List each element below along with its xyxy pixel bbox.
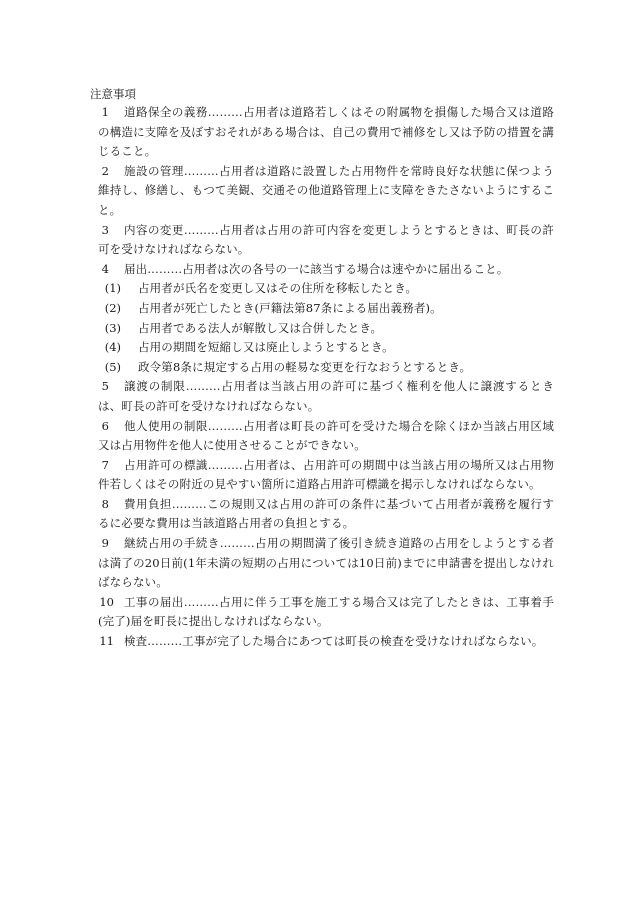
item-text: 届出………占用者は次の各号の一に該当する場合は速やかに届出ること。	[124, 261, 509, 276]
list-item	[0, 103, 630, 162]
item-number: 7	[101, 457, 109, 472]
list-item	[0, 632, 630, 652]
sub-list-item	[0, 279, 630, 299]
item-number: 9	[101, 536, 109, 551]
item-number: 3	[101, 222, 109, 237]
item-number: 4	[101, 261, 109, 276]
sub-item-number: (2)	[104, 300, 121, 315]
item-number: 11	[99, 634, 114, 649]
sub-list-item	[0, 338, 630, 358]
item-number: 10	[99, 594, 114, 609]
sub-list-item	[0, 319, 630, 339]
notes-list	[0, 103, 630, 652]
sub-item-number: (3)	[104, 320, 121, 335]
sub-item-number: (4)	[104, 340, 121, 355]
item-number: 5	[101, 379, 109, 394]
sub-item-text: 占用者である法人が解散し又は合併したとき。	[138, 320, 383, 335]
item-text: 検査………工事が完了した場合にあつては町長の検査を受けなければならない。	[124, 634, 544, 649]
item-text: 継続占用の手続き………占用の期間満了後引き続き道路の占用をしようとする者は満了の20日前(1年未満の短期の占用については10日前)までに申請書を提出しなければならない。	[98, 536, 554, 590]
item-number: 1	[101, 105, 109, 119]
list-item	[0, 593, 630, 632]
list-item	[0, 534, 630, 593]
item-text: 施設の管理………占用者は道路に設置した占用物件を常時良好な状態に保つよう維持し、修繕し、もつて美観、交通その他道路管理上に支障をきたさないようにすること。	[98, 163, 554, 217]
list-item	[0, 260, 630, 280]
sub-item-text: 政令第8条に規定する占用の軽易な変更を行なおうとするとき。	[138, 359, 472, 374]
item-text: 占用許可の標識………占用者は、占用許可の期間中は当該占用の場所又は占用物件若しくはその附近の見やすい箇所に道路占用許可標識を掲示しなければならない。	[98, 457, 554, 492]
list-item	[0, 221, 630, 260]
sub-list-item	[0, 358, 630, 378]
item-text: 費用負担………この規則又は占用の許可の条件に基づいて占用者が義務を履行するに必要な費用は当該道路占用者の負担とする。	[98, 496, 554, 531]
notes-heading: 注意事項	[90, 87, 136, 101]
list-item	[0, 456, 630, 495]
sub-item-text: 占用の期間を短縮し又は廃止しようとするとき。	[138, 340, 394, 355]
item-text: 他人使用の制限………占用者は町長の許可を受けた場合を除くほか当該占用区域又は占用物件を他人に使用させることができない。	[98, 418, 554, 453]
list-item	[0, 495, 630, 534]
item-text: 譲渡の制限………占用者は当該占用の許可に基づく権利を他人に譲渡するときは、町長の許可を受けなければならない。	[98, 379, 554, 413]
item-number: 2	[101, 163, 109, 178]
list-item	[0, 162, 630, 221]
sub-item-number: (5)	[104, 359, 121, 374]
list-item	[0, 377, 630, 416]
list-item	[0, 417, 630, 456]
item-text: 道路保全の義務………占用者は道路若しくはその附属物を損傷した場合又は道路の構造に支障を及ぼすおそれがある場合は、自己の費用で補修をし又は予防の措置を講じること。	[98, 105, 554, 159]
item-number: 8	[101, 496, 109, 511]
item-text: 内容の変更………占用者は占用の許可内容を変更しようとするときは、町長の許可を受けなければならない。	[98, 222, 554, 257]
sub-item-text: 占用者が死亡したとき(戸籍法第87条による届出義務者)。	[138, 300, 442, 315]
sub-item-number: (1)	[104, 281, 121, 296]
item-text: 工事の届出………占用に伴う工事を施工する場合又は完了したときは、工事着手(完了)届を町長に提出しなければならない。	[98, 594, 554, 629]
sub-item-text: 占用者が氏名を変更し又はその住所を移転したとき。	[138, 281, 418, 296]
item-number: 6	[101, 418, 109, 433]
sub-list-item	[0, 299, 630, 319]
